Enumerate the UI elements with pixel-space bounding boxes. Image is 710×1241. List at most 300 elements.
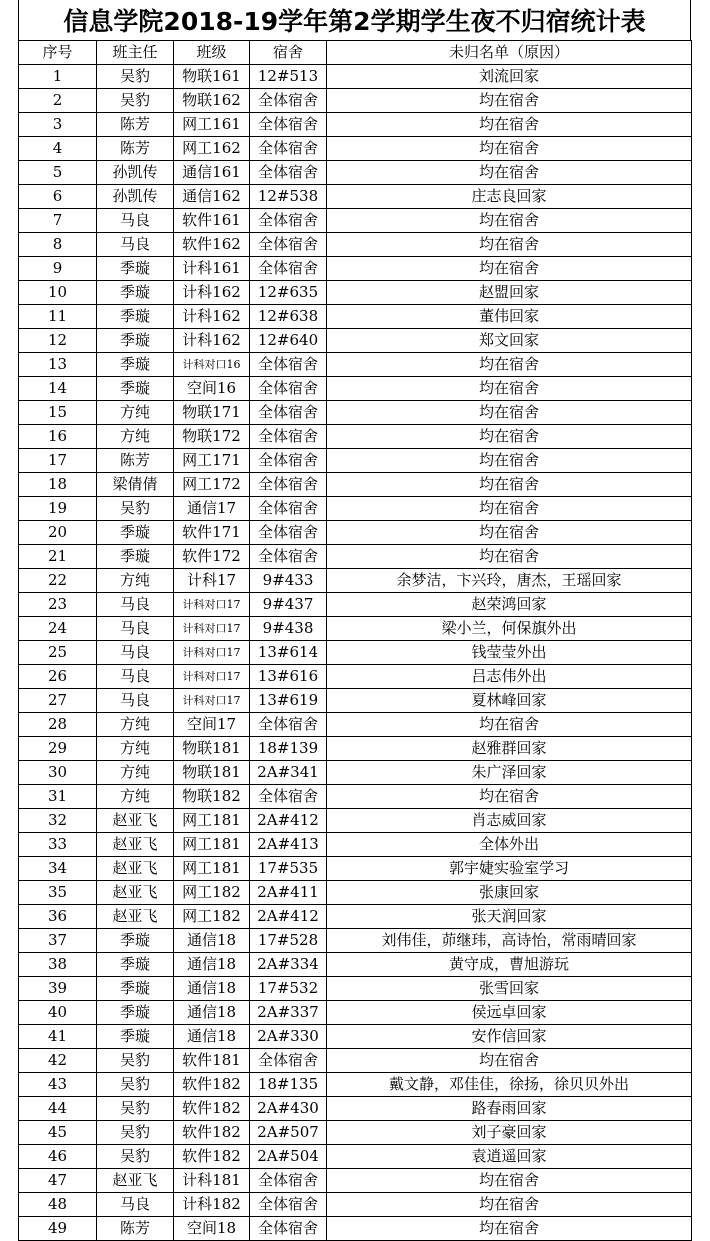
- table-row: [19, 761, 692, 785]
- cell-teacher: 季璇: [97, 257, 174, 281]
- cell-absent-list: 赵雅群回家: [327, 737, 692, 761]
- cell-dorm: 全体宿舍: [250, 257, 327, 281]
- cell-absent-list: 侯远卓回家: [327, 1001, 692, 1025]
- cell-index: 25: [19, 641, 97, 665]
- cell-dorm: 全体宿舍: [250, 449, 327, 473]
- cell-index: 47: [19, 1169, 97, 1193]
- cell-class: 软件181: [174, 1049, 250, 1073]
- cell-dorm: 全体宿舍: [250, 1217, 327, 1241]
- cell-dorm: 18#139: [250, 737, 327, 761]
- table-row: [19, 1049, 692, 1073]
- cell-index: 6: [19, 185, 97, 209]
- cell-class: 计科对口17: [174, 617, 250, 641]
- cell-dorm: 13#616: [250, 665, 327, 689]
- cell-class: 物联162: [174, 89, 250, 113]
- cell-class: 通信18: [174, 977, 250, 1001]
- cell-absent-list: 均在宿舍: [327, 473, 692, 497]
- cell-index: 39: [19, 977, 97, 1001]
- table-row: [19, 953, 692, 977]
- cell-teacher: 赵亚飞: [97, 857, 174, 881]
- cell-index: 3: [19, 113, 97, 137]
- cell-class: 网工181: [174, 833, 250, 857]
- cell-absent-list: 均在宿舍: [327, 137, 692, 161]
- cell-teacher: 季璇: [97, 521, 174, 545]
- cell-index: 7: [19, 209, 97, 233]
- cell-teacher: 季璇: [97, 1001, 174, 1025]
- cell-teacher: 马良: [97, 665, 174, 689]
- cell-teacher: 赵亚飞: [97, 1169, 174, 1193]
- cell-index: 4: [19, 137, 97, 161]
- cell-teacher: 吴豹: [97, 497, 174, 521]
- cell-class: 软件161: [174, 209, 250, 233]
- table-header: [19, 41, 692, 65]
- table-row: [19, 353, 692, 377]
- table-row: [19, 497, 692, 521]
- cell-class: 物联181: [174, 737, 250, 761]
- cell-dorm: 全体宿舍: [250, 137, 327, 161]
- cell-absent-list: 均在宿舍: [327, 353, 692, 377]
- cell-index: 12: [19, 329, 97, 353]
- cell-absent-list: 夏林峰回家: [327, 689, 692, 713]
- cell-index: 18: [19, 473, 97, 497]
- header-absent-list: 未归名单（原因）: [327, 41, 692, 65]
- cell-teacher: 季璇: [97, 281, 174, 305]
- table-row: [19, 929, 692, 953]
- cell-dorm: 2A#507: [250, 1121, 327, 1145]
- cell-absent-list: 均在宿舍: [327, 1217, 692, 1241]
- cell-class: 网工162: [174, 137, 250, 161]
- cell-dorm: 2A#504: [250, 1145, 327, 1169]
- cell-index: 22: [19, 569, 97, 593]
- table-row: [19, 809, 692, 833]
- dorm-absence-table: [18, 40, 692, 1241]
- cell-teacher: 陈芳: [97, 1217, 174, 1241]
- cell-dorm: 全体宿舍: [250, 113, 327, 137]
- cell-index: 9: [19, 257, 97, 281]
- cell-index: 36: [19, 905, 97, 929]
- cell-class: 计科182: [174, 1193, 250, 1217]
- cell-index: 1: [19, 65, 97, 89]
- cell-dorm: 全体宿舍: [250, 161, 327, 185]
- cell-dorm: 17#532: [250, 977, 327, 1001]
- cell-class: 软件162: [174, 233, 250, 257]
- cell-absent-list: 均在宿舍: [327, 233, 692, 257]
- table-row: [19, 1217, 692, 1241]
- cell-teacher: 季璇: [97, 977, 174, 1001]
- cell-dorm: 2A#330: [250, 1025, 327, 1049]
- header-dorm: 宿舍: [250, 41, 327, 65]
- cell-teacher: 吴豹: [97, 1097, 174, 1121]
- table-row: [19, 449, 692, 473]
- table-row: [19, 545, 692, 569]
- cell-index: 29: [19, 737, 97, 761]
- cell-index: 32: [19, 809, 97, 833]
- header-index: 序号: [19, 41, 97, 65]
- cell-absent-list: 均在宿舍: [327, 257, 692, 281]
- table-row: [19, 65, 692, 89]
- cell-class: 通信18: [174, 1001, 250, 1025]
- cell-class: 软件171: [174, 521, 250, 545]
- cell-index: 20: [19, 521, 97, 545]
- cell-absent-list: 戴文静，邓佳佳，徐扬，徐贝贝外出: [327, 1073, 692, 1097]
- table-row: [19, 425, 692, 449]
- table-row: [19, 233, 692, 257]
- cell-index: 10: [19, 281, 97, 305]
- table-row: [19, 1001, 692, 1025]
- cell-teacher: 马良: [97, 689, 174, 713]
- cell-dorm: 18#135: [250, 1073, 327, 1097]
- cell-dorm: 2A#412: [250, 905, 327, 929]
- cell-dorm: 全体宿舍: [250, 473, 327, 497]
- cell-class: 网工181: [174, 809, 250, 833]
- table-row: [19, 1025, 692, 1049]
- cell-dorm: 12#538: [250, 185, 327, 209]
- cell-teacher: 吴豹: [97, 89, 174, 113]
- cell-class: 空间17: [174, 713, 250, 737]
- cell-absent-list: 均在宿舍: [327, 161, 692, 185]
- table-row: [19, 281, 692, 305]
- cell-absent-list: 张康回家: [327, 881, 692, 905]
- cell-absent-list: 均在宿舍: [327, 89, 692, 113]
- cell-dorm: 2A#341: [250, 761, 327, 785]
- cell-teacher: 吴豹: [97, 65, 174, 89]
- cell-absent-list: 全体外出: [327, 833, 692, 857]
- cell-dorm: 17#528: [250, 929, 327, 953]
- cell-index: 46: [19, 1145, 97, 1169]
- table-row: [19, 377, 692, 401]
- cell-absent-list: 赵盟回家: [327, 281, 692, 305]
- cell-teacher: 季璇: [97, 377, 174, 401]
- cell-absent-list: 肖志威回家: [327, 809, 692, 833]
- cell-absent-list: 朱广泽回家: [327, 761, 692, 785]
- table-row: [19, 1097, 692, 1121]
- cell-class: 网工182: [174, 881, 250, 905]
- cell-teacher: 季璇: [97, 353, 174, 377]
- cell-index: 44: [19, 1097, 97, 1121]
- cell-class: 计科17: [174, 569, 250, 593]
- cell-teacher: 吴豹: [97, 1073, 174, 1097]
- cell-absent-list: 路春雨回家: [327, 1097, 692, 1121]
- cell-class: 通信18: [174, 953, 250, 977]
- table-row: [19, 1073, 692, 1097]
- cell-dorm: 13#619: [250, 689, 327, 713]
- table-row: [19, 521, 692, 545]
- cell-index: 11: [19, 305, 97, 329]
- table-row: [19, 833, 692, 857]
- cell-teacher: 孙凯传: [97, 185, 174, 209]
- cell-index: 41: [19, 1025, 97, 1049]
- cell-class: 计科对口16: [174, 353, 250, 377]
- cell-absent-list: 均在宿舍: [327, 113, 692, 137]
- cell-teacher: 方纯: [97, 425, 174, 449]
- table-row: [19, 473, 692, 497]
- cell-teacher: 孙凯传: [97, 161, 174, 185]
- cell-index: 15: [19, 401, 97, 425]
- cell-absent-list: 刘子豪回家: [327, 1121, 692, 1145]
- cell-dorm: 全体宿舍: [250, 497, 327, 521]
- cell-class: 物联171: [174, 401, 250, 425]
- table-row: [19, 857, 692, 881]
- cell-teacher: 季璇: [97, 953, 174, 977]
- cell-dorm: 2A#411: [250, 881, 327, 905]
- cell-absent-list: 张雪回家: [327, 977, 692, 1001]
- cell-teacher: 季璇: [97, 1025, 174, 1049]
- cell-index: 31: [19, 785, 97, 809]
- cell-teacher: 马良: [97, 233, 174, 257]
- cell-teacher: 方纯: [97, 569, 174, 593]
- cell-class: 软件182: [174, 1145, 250, 1169]
- cell-dorm: 全体宿舍: [250, 1193, 327, 1217]
- cell-teacher: 陈芳: [97, 113, 174, 137]
- table-row: [19, 881, 692, 905]
- cell-class: 物联161: [174, 65, 250, 89]
- cell-dorm: 12#640: [250, 329, 327, 353]
- cell-absent-list: 均在宿舍: [327, 1193, 692, 1217]
- cell-dorm: 2A#334: [250, 953, 327, 977]
- cell-absent-list: 梁小兰，何保旗外出: [327, 617, 692, 641]
- table-row: [19, 569, 692, 593]
- cell-index: 17: [19, 449, 97, 473]
- cell-index: 40: [19, 1001, 97, 1025]
- cell-index: 30: [19, 761, 97, 785]
- cell-dorm: 12#638: [250, 305, 327, 329]
- table-row: [19, 185, 692, 209]
- cell-index: 33: [19, 833, 97, 857]
- table-row: [19, 593, 692, 617]
- cell-teacher: 马良: [97, 617, 174, 641]
- cell-teacher: 马良: [97, 593, 174, 617]
- cell-dorm: 12#513: [250, 65, 327, 89]
- cell-absent-list: 郑文回家: [327, 329, 692, 353]
- report-title: 信息学院2018-19学年第2学期学生夜不归宿统计表: [18, 0, 691, 40]
- cell-absent-list: 安作信回家: [327, 1025, 692, 1049]
- cell-index: 8: [19, 233, 97, 257]
- cell-index: 24: [19, 617, 97, 641]
- cell-class: 软件172: [174, 545, 250, 569]
- cell-absent-list: 均在宿舍: [327, 713, 692, 737]
- cell-class: 计科对口17: [174, 665, 250, 689]
- cell-dorm: 全体宿舍: [250, 353, 327, 377]
- cell-index: 49: [19, 1217, 97, 1241]
- cell-absent-list: 均在宿舍: [327, 497, 692, 521]
- cell-absent-list: 余梦洁，卞兴玲，唐杰，王瑶回家: [327, 569, 692, 593]
- cell-class: 计科对口17: [174, 641, 250, 665]
- table-row: [19, 737, 692, 761]
- cell-class: 空间16: [174, 377, 250, 401]
- cell-dorm: 全体宿舍: [250, 545, 327, 569]
- table-body: [19, 65, 692, 1241]
- cell-absent-list: 郭宇婕实验室学习: [327, 857, 692, 881]
- cell-index: 48: [19, 1193, 97, 1217]
- cell-teacher: 马良: [97, 641, 174, 665]
- cell-class: 网工182: [174, 905, 250, 929]
- cell-class: 计科162: [174, 281, 250, 305]
- header-row: [19, 41, 692, 65]
- cell-index: 38: [19, 953, 97, 977]
- cell-index: 35: [19, 881, 97, 905]
- cell-class: 网工172: [174, 473, 250, 497]
- cell-absent-list: 均在宿舍: [327, 209, 692, 233]
- cell-class: 网工171: [174, 449, 250, 473]
- cell-index: 45: [19, 1121, 97, 1145]
- cell-dorm: 17#535: [250, 857, 327, 881]
- cell-class: 计科162: [174, 329, 250, 353]
- cell-teacher: 马良: [97, 209, 174, 233]
- cell-absent-list: 刘流回家: [327, 65, 692, 89]
- cell-index: 23: [19, 593, 97, 617]
- cell-dorm: 全体宿舍: [250, 377, 327, 401]
- cell-index: 21: [19, 545, 97, 569]
- cell-teacher: 赵亚飞: [97, 833, 174, 857]
- cell-index: 37: [19, 929, 97, 953]
- cell-class: 计科181: [174, 1169, 250, 1193]
- table-row: [19, 113, 692, 137]
- cell-index: 2: [19, 89, 97, 113]
- table-row: [19, 617, 692, 641]
- cell-absent-list: 钱莹莹外出: [327, 641, 692, 665]
- cell-teacher: 赵亚飞: [97, 809, 174, 833]
- cell-dorm: 全体宿舍: [250, 713, 327, 737]
- table-row: [19, 977, 692, 1001]
- cell-class: 物联172: [174, 425, 250, 449]
- cell-dorm: 9#438: [250, 617, 327, 641]
- cell-absent-list: 均在宿舍: [327, 401, 692, 425]
- cell-class: 通信18: [174, 1025, 250, 1049]
- cell-class: 软件182: [174, 1097, 250, 1121]
- cell-class: 通信162: [174, 185, 250, 209]
- cell-dorm: 全体宿舍: [250, 1049, 327, 1073]
- cell-dorm: 12#635: [250, 281, 327, 305]
- cell-class: 物联181: [174, 761, 250, 785]
- cell-teacher: 赵亚飞: [97, 905, 174, 929]
- cell-absent-list: 均在宿舍: [327, 1169, 692, 1193]
- cell-teacher: 马良: [97, 1193, 174, 1217]
- cell-index: 19: [19, 497, 97, 521]
- cell-dorm: 9#433: [250, 569, 327, 593]
- cell-absent-list: 黄守成，曹旭游玩: [327, 953, 692, 977]
- table-row: [19, 137, 692, 161]
- cell-dorm: 全体宿舍: [250, 233, 327, 257]
- table-row: [19, 713, 692, 737]
- cell-class: 通信18: [174, 929, 250, 953]
- cell-teacher: 季璇: [97, 545, 174, 569]
- report-sheet: [18, 0, 691, 1241]
- cell-absent-list: 吕志伟外出: [327, 665, 692, 689]
- cell-absent-list: 庄志良回家: [327, 185, 692, 209]
- cell-absent-list: 均在宿舍: [327, 545, 692, 569]
- cell-dorm: 9#437: [250, 593, 327, 617]
- cell-teacher: 季璇: [97, 329, 174, 353]
- cell-dorm: 2A#412: [250, 809, 327, 833]
- table-row: [19, 689, 692, 713]
- table-row: [19, 401, 692, 425]
- cell-teacher: 陈芳: [97, 449, 174, 473]
- table-row: [19, 665, 692, 689]
- cell-class: 通信161: [174, 161, 250, 185]
- cell-dorm: 全体宿舍: [250, 209, 327, 233]
- cell-teacher: 吴豹: [97, 1145, 174, 1169]
- table-row: [19, 305, 692, 329]
- cell-class: 物联182: [174, 785, 250, 809]
- cell-absent-list: 赵荣鸿回家: [327, 593, 692, 617]
- cell-index: 42: [19, 1049, 97, 1073]
- cell-absent-list: 均在宿舍: [327, 425, 692, 449]
- cell-class: 软件182: [174, 1121, 250, 1145]
- cell-absent-list: 刘伟佳，茆继玮，高诗怡，常雨晴回家: [327, 929, 692, 953]
- cell-teacher: 方纯: [97, 785, 174, 809]
- cell-absent-list: 均在宿舍: [327, 1049, 692, 1073]
- cell-absent-list: 张天润回家: [327, 905, 692, 929]
- table-row: [19, 257, 692, 281]
- cell-teacher: 方纯: [97, 713, 174, 737]
- table-row: [19, 1121, 692, 1145]
- cell-class: 网工181: [174, 857, 250, 881]
- cell-dorm: 全体宿舍: [250, 785, 327, 809]
- cell-absent-list: 均在宿舍: [327, 377, 692, 401]
- header-teacher: 班主任: [97, 41, 174, 65]
- cell-class: 计科162: [174, 305, 250, 329]
- cell-dorm: 全体宿舍: [250, 1169, 327, 1193]
- cell-dorm: 2A#413: [250, 833, 327, 857]
- cell-dorm: 全体宿舍: [250, 425, 327, 449]
- cell-index: 14: [19, 377, 97, 401]
- cell-index: 16: [19, 425, 97, 449]
- cell-absent-list: 均在宿舍: [327, 785, 692, 809]
- cell-class: 网工161: [174, 113, 250, 137]
- cell-dorm: 全体宿舍: [250, 89, 327, 113]
- cell-dorm: 全体宿舍: [250, 401, 327, 425]
- cell-dorm: 2A#430: [250, 1097, 327, 1121]
- cell-index: 28: [19, 713, 97, 737]
- cell-dorm: 13#614: [250, 641, 327, 665]
- cell-absent-list: 均在宿舍: [327, 449, 692, 473]
- cell-dorm: 2A#337: [250, 1001, 327, 1025]
- header-class: 班级: [174, 41, 250, 65]
- cell-teacher: 赵亚飞: [97, 881, 174, 905]
- table-row: [19, 89, 692, 113]
- cell-class: 空间18: [174, 1217, 250, 1241]
- table-row: [19, 1193, 692, 1217]
- cell-teacher: 梁倩倩: [97, 473, 174, 497]
- cell-teacher: 季璇: [97, 929, 174, 953]
- cell-index: 34: [19, 857, 97, 881]
- cell-teacher: 吴豹: [97, 1121, 174, 1145]
- cell-index: 27: [19, 689, 97, 713]
- table-row: [19, 161, 692, 185]
- cell-absent-list: 袁逍遥回家: [327, 1145, 692, 1169]
- cell-teacher: 季璇: [97, 305, 174, 329]
- cell-class: 计科对口17: [174, 689, 250, 713]
- cell-teacher: 方纯: [97, 761, 174, 785]
- table-row: [19, 329, 692, 353]
- table-row: [19, 209, 692, 233]
- table-row: [19, 641, 692, 665]
- cell-teacher: 吴豹: [97, 1049, 174, 1073]
- table-row: [19, 785, 692, 809]
- cell-dorm: 全体宿舍: [250, 521, 327, 545]
- table-row: [19, 905, 692, 929]
- cell-class: 计科161: [174, 257, 250, 281]
- cell-index: 43: [19, 1073, 97, 1097]
- cell-index: 26: [19, 665, 97, 689]
- cell-teacher: 方纯: [97, 737, 174, 761]
- cell-index: 13: [19, 353, 97, 377]
- table-row: [19, 1145, 692, 1169]
- cell-absent-list: 董伟回家: [327, 305, 692, 329]
- cell-class: 计科对口17: [174, 593, 250, 617]
- cell-teacher: 方纯: [97, 401, 174, 425]
- cell-class: 通信17: [174, 497, 250, 521]
